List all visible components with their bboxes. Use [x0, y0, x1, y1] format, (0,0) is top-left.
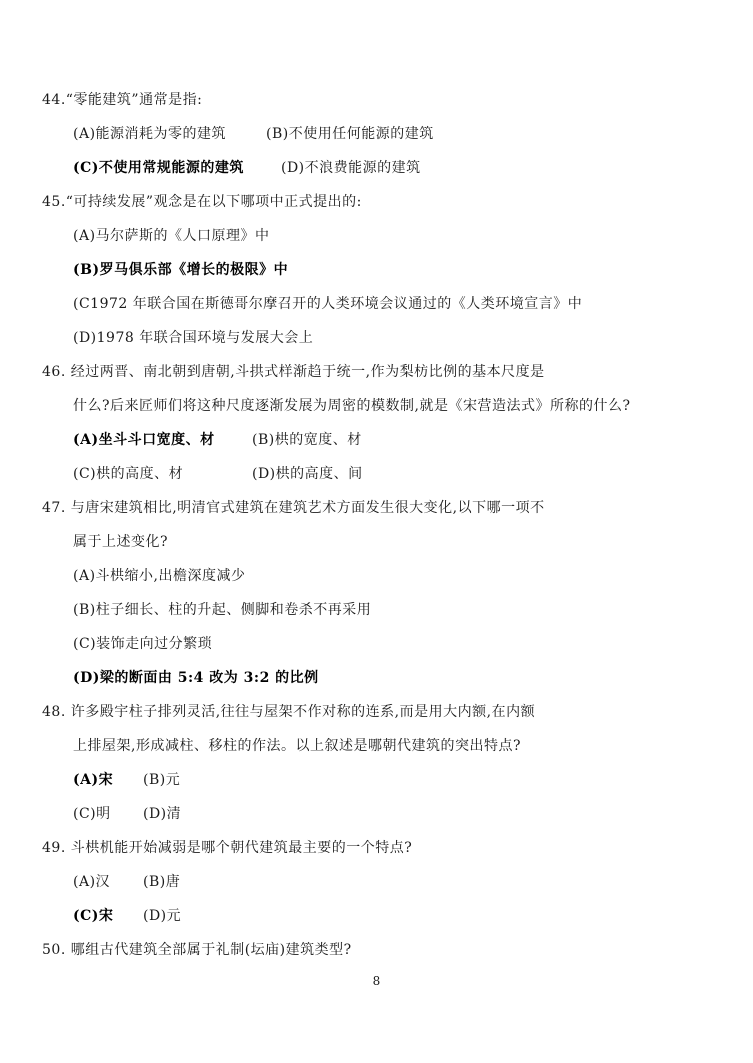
question-47-stem-line-1: 47. 与唐宋建筑相比,明清官式建筑在建筑艺术方面发生很大变化,以下哪一项不: [42, 500, 545, 516]
question-48-option-d: (D)清: [143, 806, 182, 822]
question-49-option-d: (D)元: [143, 908, 182, 924]
question-45-option-c: (C1972 年联合国在斯德哥尔摩召开的人类环境会议通过的《人类环境宣言》中: [73, 296, 583, 312]
question-47-option-d-answer: (D)梁的断面由 5:4 改为 3:2 的比例: [73, 670, 319, 686]
question-48-option-c: (C)明: [73, 806, 111, 822]
question-48-stem-line-1: 48. 许多殿宇柱子排列灵活,往往与屋架不作对称的连系,而是用大内额,在内额: [42, 704, 536, 720]
question-44-option-a: (A)能源消耗为零的建筑: [73, 126, 227, 142]
question-45-option-b-answer: (B)罗马俱乐部《增长的极限》中: [73, 262, 289, 278]
question-46-option-a-answer: (A)坐斗斗口宽度、材: [73, 432, 215, 448]
question-49-option-a: (A)汉: [73, 874, 111, 890]
question-44-option-c-answer: (C)不使用常规能源的建筑: [73, 160, 244, 176]
question-49-stem: 49. 斗栱机能开始减弱是哪个朝代建筑最主要的一个特点?: [42, 840, 413, 856]
question-49-option-c-answer: (C)宋: [73, 908, 114, 924]
question-47-option-b: (B)柱子细长、柱的升起、侧脚和卷杀不再采用: [73, 602, 372, 618]
question-45-option-d: (D)1978 年联合国环境与发展大会上: [73, 330, 314, 346]
question-47-stem-line-2: 属于上述变化?: [73, 534, 169, 550]
question-46-option-b: (B)栱的宽度、材: [252, 432, 362, 448]
question-45-option-a: (A)马尔萨斯的《人口原理》中: [73, 228, 270, 244]
question-48-option-a-answer: (A)宋: [73, 772, 114, 788]
question-47-option-c: (C)装饰走向过分繁琐: [73, 636, 213, 652]
page-number: 8: [372, 974, 381, 988]
question-49-option-b: (B)唐: [143, 874, 181, 890]
question-47-option-a: (A)斗栱缩小,出檐深度减少: [73, 568, 246, 584]
question-45-stem: 45.“可持续发展”观念是在以下哪项中正式提出的:: [42, 194, 362, 210]
question-44-option-b: (B)不使用任何能源的建筑: [266, 126, 434, 142]
question-46-stem-line-2: 什么?后来匠师们将这种尺度逐渐发展为周密的模数制,就是《宋营造法式》所称的什么?: [73, 398, 631, 414]
question-48-stem-line-2: 上排屋架,形成减柱、移柱的作法。以上叙述是哪朝代建筑的突出特点?: [73, 738, 521, 754]
question-44-stem: 44.“零能建筑”通常是指:: [42, 92, 203, 108]
question-44-option-d: (D)不浪费能源的建筑: [281, 160, 421, 176]
question-46-option-c: (C)栱的高度、材: [73, 466, 184, 482]
question-46-stem-line-1: 46. 经过两晋、南北朝到唐朝,斗拱式样渐趋于统一,作为梨枋比例的基本尺度是: [42, 364, 545, 380]
question-46-option-d: (D)栱的高度、间: [252, 466, 363, 482]
question-48-option-b: (B)元: [143, 772, 181, 788]
question-50-stem: 50. 哪组古代建筑全部属于礼制(坛庙)建筑类型?: [42, 942, 352, 958]
